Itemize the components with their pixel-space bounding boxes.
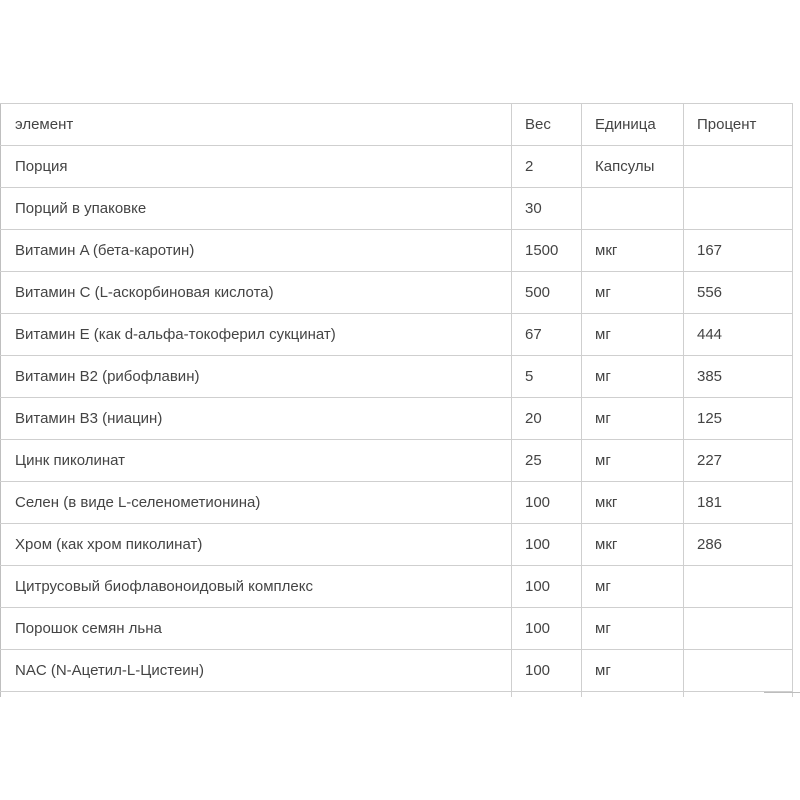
table-row [1,314,793,356]
table-cell-percent: 556 [684,272,793,314]
table-row [1,482,793,524]
table-row [1,398,793,440]
table-row [1,566,793,608]
table-cell-unit: мг [582,566,684,608]
table-row [1,146,793,188]
table-cell-weight: 100 [512,482,582,524]
table-row [1,692,793,698]
table-cell-percent [684,650,793,692]
table-cell-weight: 100 [512,524,582,566]
table-cell-weight: 1500 [512,230,582,272]
table-cell-weight: 5 [512,356,582,398]
table-cell-weight: 100 [512,650,582,692]
table-cell-unit: мг [582,314,684,356]
table-cell-name: Витамин B3 (ниацин) [1,398,512,440]
table-cell-percent: 286 [684,524,793,566]
table-cell-unit [582,692,684,698]
table-cell-unit [582,188,684,230]
table-row [1,608,793,650]
table-cell-weight: 100 [512,566,582,608]
nutrition-table-container [0,103,800,697]
table-row [1,440,793,482]
table-row [1,230,793,272]
table-cell-unit: мкг [582,230,684,272]
table-header-row [1,104,793,146]
table-cell-name: Витамин E (как d-альфа-токоферил сукцинат) [1,314,512,356]
table-cell-percent: 444 [684,314,793,356]
table-row [1,272,793,314]
table-cell-percent [684,608,793,650]
table-cell-unit: мг [582,356,684,398]
table-cell-weight: 2 [512,146,582,188]
table-cell-name: Хром (как хром пиколинат) [1,524,512,566]
table-cell-percent [684,146,793,188]
table-cell-unit: Капсулы [582,146,684,188]
table-row [1,650,793,692]
table-cell-weight: 30 [512,188,582,230]
table-cell-weight [512,692,582,698]
table-cell-name: Селен (в виде L-селенометионина) [1,482,512,524]
table-cell-weight: 25 [512,440,582,482]
nutrition-table-body [1,104,793,698]
table-cell-unit: мг [582,398,684,440]
table-cell-weight: 500 [512,272,582,314]
divider-line [764,692,800,693]
table-cell-name: Порция [1,146,512,188]
table-row [1,356,793,398]
header-cell-element: элемент [1,104,512,146]
nutrition-table [0,103,793,697]
header-cell-percent: Процент [684,104,793,146]
header-cell-unit: Единица [582,104,684,146]
table-cell-name: Витамин B2 (рибофлавин) [1,356,512,398]
table-cell-unit: мг [582,608,684,650]
table-cell-weight: 67 [512,314,582,356]
table-cell-unit: мг [582,272,684,314]
table-cell-unit: мг [582,440,684,482]
table-cell-percent: 181 [684,482,793,524]
table-cell-percent: 227 [684,440,793,482]
table-cell-name: Цитрусовый биофлавоноидовый комплекс [1,566,512,608]
table-row [1,188,793,230]
table-cell-percent: 167 [684,230,793,272]
table-cell-weight: 20 [512,398,582,440]
table-cell-unit: мкг [582,524,684,566]
table-cell-percent: 125 [684,398,793,440]
table-cell-name [1,692,512,698]
table-cell-unit: мкг [582,482,684,524]
table-cell-percent [684,566,793,608]
table-row [1,524,793,566]
table-cell-name: Витамин C (L-аскорбиновая кислота) [1,272,512,314]
table-cell-name: Порошок семян льна [1,608,512,650]
table-cell-percent [684,188,793,230]
table-cell-name: Порций в упаковке [1,188,512,230]
table-cell-percent: 385 [684,356,793,398]
table-cell-name: NAC (N-Ацетил-L-Цистеин) [1,650,512,692]
table-cell-name: Цинк пиколинат [1,440,512,482]
table-cell-name: Витамин A (бета-каротин) [1,230,512,272]
table-cell-weight: 100 [512,608,582,650]
header-cell-weight: Вес [512,104,582,146]
table-cell-unit: мг [582,650,684,692]
